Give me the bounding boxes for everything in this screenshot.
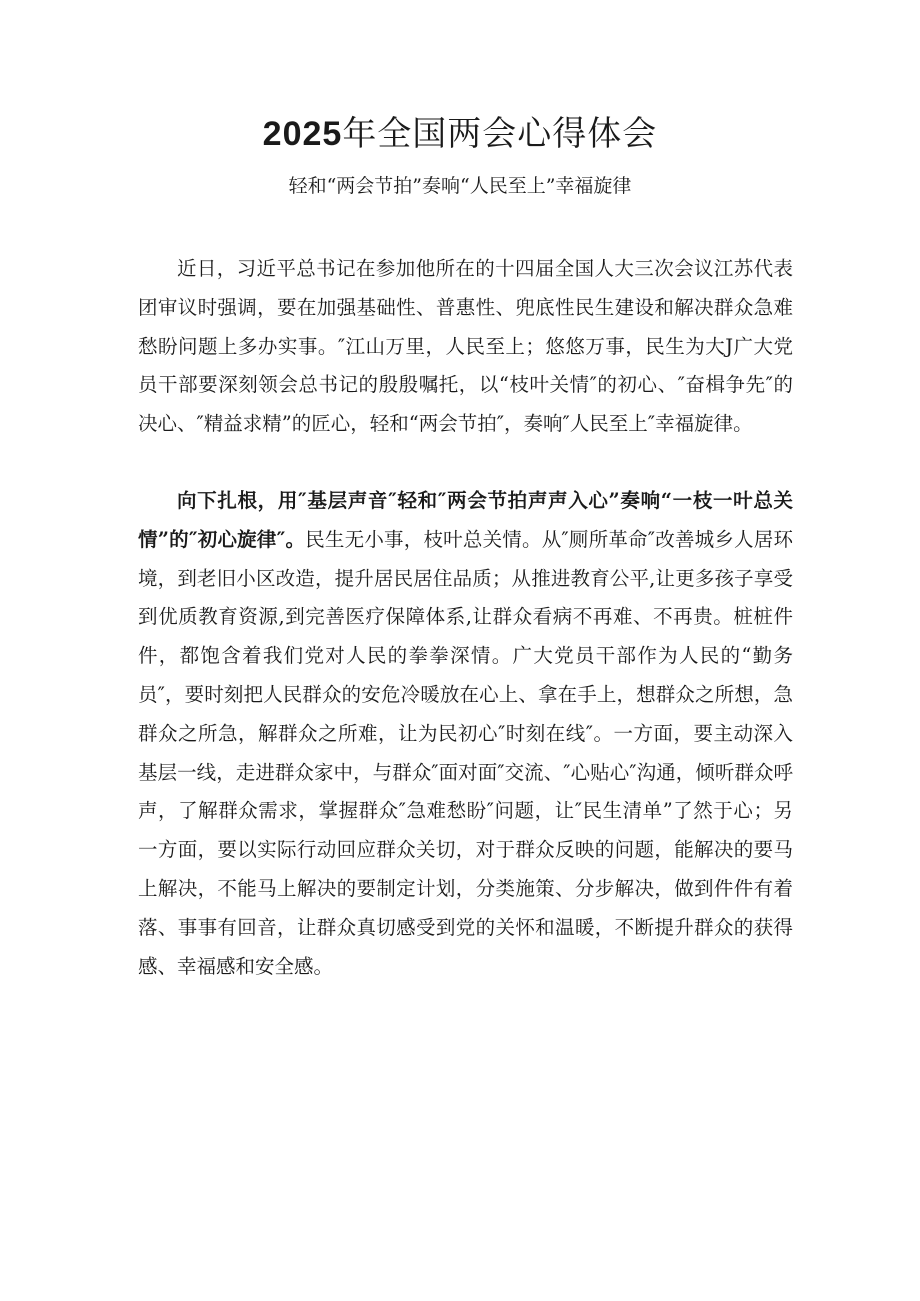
- paragraph-2: [138, 482, 793, 986]
- paragraph-1-text: 近日，习近平总书记在参加他所在的十四届全国人大三次会议江苏代表团审议时强调，要在加强基础性、普惠性、兜底性民生建设和解决群众急难愁盼问题上多办实事。″江山万里，人民至上；悠悠万事，民生为大J广大党员干部要深刻领会总书记的殷殷嘱托，以“枝叶关情″的初心、″奋楫争先″的决心、″精益求精”的匠心，轻和“两会节拍″，奏响″人民至上″幸福旋律。: [138, 257, 793, 436]
- paragraph-2-lead: 向下扎根，用″基层声音″轻和″两会节拍声声入心”奏响“一枝一叶总关情”的″初心旋律″。: [138, 488, 793, 551]
- page-subtitle: 轻和“两会节拍”奏响“人民至上”幸福旋律: [288, 175, 632, 197]
- title-year: 2025: [262, 115, 343, 153]
- page-title: [0, 110, 920, 158]
- document-body: [138, 250, 793, 986]
- title-text: 年全国两会心得体会: [342, 114, 658, 154]
- paragraph-1: [138, 250, 793, 444]
- paragraph-2-text: 民生无小事，枝叶总关情。从″厕所革命″改善城乡人居环境，到老旧小区改造，提升居民居住品质；从推进教育公平,让更多孩子享受到优质教育资源,到完善医疗保障体系,让群众看病不再难、不再贵。桩桩件件，都饱含着我们党对人民的拳拳深情。广大党员干部作为人民的“勤务员″，要时刻把人民群众的安危冷暖放在心上、拿在手上，想群众之所想，急群众之所急，解群众之所难，让为民初心″时刻在线″。一方面，要主动深入基层一线，走进群众家中，与群众″面对面″交流、″心贴心″沟通，倾听群众呼声，了解群众需求，掌握群众″急难愁盼″问题，让″民生清单”了然于心；另一方面，要以实际行动回应群众关切，对于群众反映的问题，能解决的要马上解决，不能马上解决的要制定计划，分类施策、分步解决，做到件件有着落、事事有回音，让群众真切感受到党的关怀和温暖，不断提升群众的获得感、幸福感和安全感。: [138, 527, 793, 978]
